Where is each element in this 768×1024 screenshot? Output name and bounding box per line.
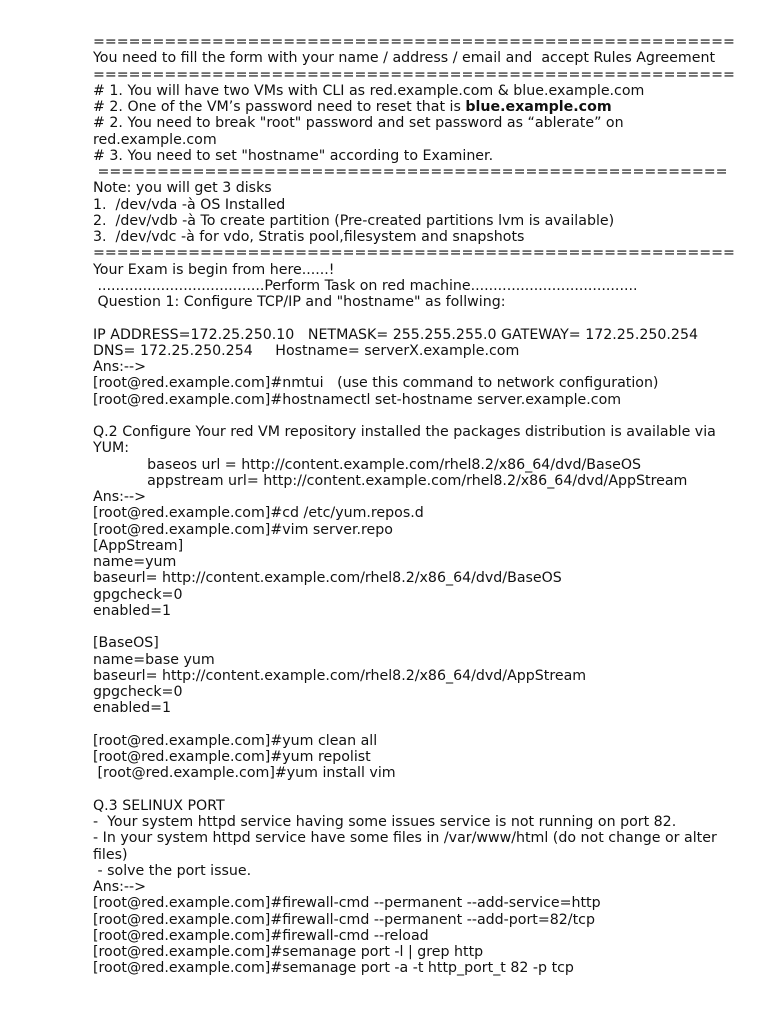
- command-line: [root@red.example.com]#hostnamectl set-hostname server.example.com: [93, 391, 622, 408]
- dns-hostname-settings: DNS= 172.25.250.254 Hostname= serverX.example.com: [93, 342, 520, 359]
- repo-setting: gpgcheck=0: [93, 586, 183, 603]
- appstream-url: appstream url= http://content.example.com/rhel8.2/x86_64/dvd/AppStream: [93, 472, 688, 489]
- repo-setting: name=yum: [93, 554, 177, 570]
- answer-label: Ans:-->: [93, 359, 146, 375]
- task-note-root-password: # 2. You need to break "root" password and set password as “ablerate” on: [93, 115, 624, 132]
- disks-note: Note: you will get 3 disks: [93, 180, 272, 197]
- network-settings: IP ADDRESS=172.25.250.10 NETMASK= 255.255.255.0 GATEWAY= 172.25.250.254: [93, 326, 699, 343]
- repo-setting: name=base yum: [93, 651, 215, 668]
- command-line: [root@red.example.com]#yum repolist: [93, 749, 371, 765]
- command-line: [root@red.example.com]#semanage port -a -t http_port_t 82 -p tcp: [93, 960, 574, 977]
- separator-line: =====================================================: [93, 164, 728, 180]
- blank-line: [93, 310, 743, 326]
- blank-line: [93, 408, 743, 424]
- command-line: [root@red.example.com]#vim server.repo: [93, 521, 393, 538]
- task-note-password-text: # 2. One of the VM’s password need to reset that is: [93, 99, 466, 115]
- question-3-item-cont: files): [93, 846, 128, 863]
- task-note-vms: # 1. You will have two VMs with CLI as red.example.com & blue.example.com: [93, 82, 645, 99]
- disk-item-vda: 1. /dev/vda -à OS Installed: [93, 196, 286, 213]
- question-3-title: Q.3 SELINUX PORT: [93, 797, 225, 814]
- question-3-item: - In your system httpd service have some files in /var/www/html (do not change or alter: [93, 830, 717, 847]
- command-line: [root@red.example.com]#firewall-cmd --reload: [93, 927, 429, 944]
- exam-begin: Your Exam is begin from here......!: [93, 261, 335, 278]
- command-line: [root@red.example.com]#yum clean all: [93, 732, 378, 749]
- task-note-password-reset: [93, 99, 743, 115]
- blank-line: [93, 717, 743, 733]
- command-line: [root@red.example.com]#nmtui (use this command to network configuration): [93, 375, 659, 392]
- disk-item-vdc: 3. /dev/vdc -à for vdo, Stratis pool,filesystem and snapshots: [93, 229, 525, 245]
- separator-line: ======================================================: [93, 66, 735, 83]
- repo-section: [AppStream]: [93, 537, 184, 554]
- repo-setting: baseurl= http://content.example.com/rhel8.2/x86_64/dvd/BaseOS: [93, 570, 562, 587]
- disk-item-vdb: 2. /dev/vdb -à To create partition (Pre-created partitions lvm is available): [93, 212, 615, 229]
- command-line: [root@red.example.com]#firewall-cmd --permanent --add-port=82/tcp: [93, 911, 595, 928]
- blank-line: [93, 782, 743, 798]
- blank-line: [93, 619, 743, 635]
- perform-task-banner: .....................................Perform Task on red machine.....................................: [93, 277, 638, 294]
- form-instruction: You need to fill the form with your name / address / email and accept Rules Agreement: [93, 50, 716, 67]
- question-3-item: - Your system httpd service having some issues service is not running on port 82.: [93, 814, 677, 830]
- repo-section: [BaseOS]: [93, 635, 159, 652]
- command-line: [root@red.example.com]#firewall-cmd --permanent --add-service=http: [93, 895, 601, 912]
- question-2-title: Q.2 Configure Your red VM repository installed the packages distribution is available via: [93, 424, 716, 440]
- question-2-title-cont: YUM:: [93, 440, 130, 457]
- blue-host-bold: blue.example.com: [465, 99, 612, 115]
- separator-line: ======================================================: [93, 245, 735, 262]
- repo-setting: enabled=1: [93, 700, 172, 717]
- task-note-root-password-host: red.example.com: [93, 131, 217, 148]
- command-line: [root@red.example.com]#semanage port -l | grep http: [93, 944, 484, 960]
- command-line: [root@red.example.com]#yum install vim: [93, 765, 396, 782]
- task-note-hostname: # 3. You need to set "hostname" according to Examiner.: [93, 147, 494, 164]
- repo-setting: enabled=1: [93, 602, 172, 619]
- command-line: [root@red.example.com]#cd /etc/yum.repos.d: [93, 505, 424, 522]
- question-1-title: Question 1: Configure TCP/IP and "hostname" as follwing:: [93, 294, 506, 310]
- repo-setting: baseurl= http://content.example.com/rhel8.2/x86_64/dvd/AppStream: [93, 667, 587, 684]
- document-page: [93, 34, 743, 977]
- baseos-url: baseos url = http://content.example.com/rhel8.2/x86_64/dvd/BaseOS: [93, 456, 642, 473]
- separator-line: ======================================================: [93, 34, 735, 50]
- answer-label: Ans:-->: [93, 489, 146, 505]
- answer-label: Ans:-->: [93, 879, 146, 895]
- repo-setting: gpgcheck=0: [93, 684, 183, 700]
- question-3-item: - solve the port issue.: [93, 862, 252, 879]
